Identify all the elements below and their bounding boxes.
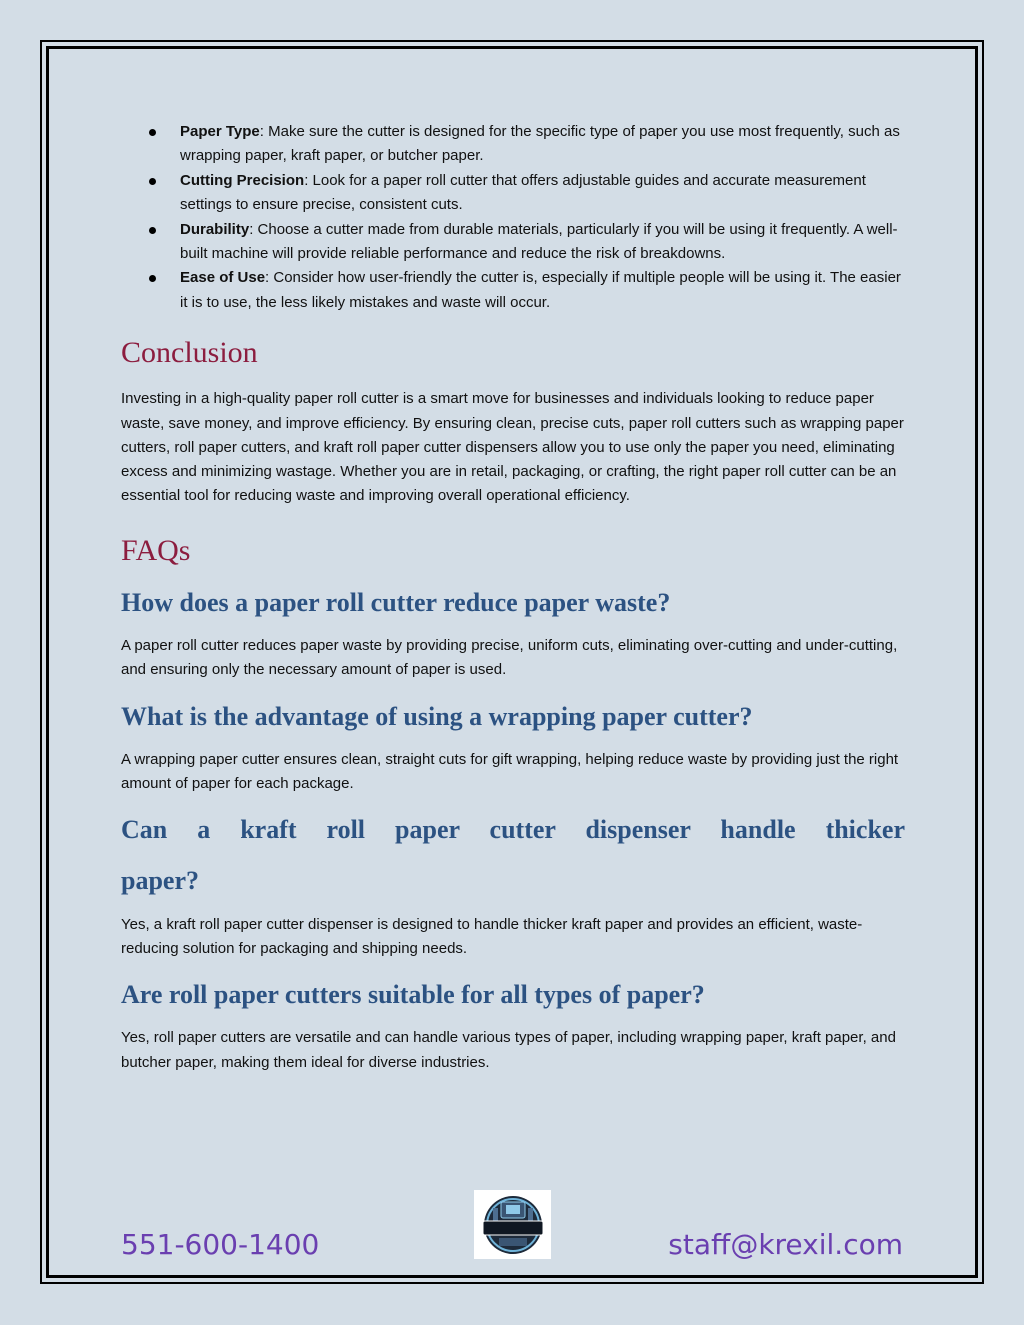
conclusion-heading: Conclusion <box>121 336 258 370</box>
list-item-text: : Look for a paper roll cutter that offers adjustable guides and accurate measurement settings to ensure precise, consistent cuts. <box>180 171 866 214</box>
list-item <box>180 120 905 169</box>
bullet-icon <box>149 178 156 185</box>
list-item-term: Paper Type <box>180 123 260 140</box>
list-item-text: : Make sure the cutter is designed for the specific type of paper you use most frequently, such as wrapping paper, kraft paper, or butcher paper. <box>180 123 900 165</box>
faqs-heading: FAQs <box>121 533 191 567</box>
document-body <box>121 120 905 1075</box>
conclusion-paragraph: Investing in a high-quality paper roll cutter is a smart move for businesses and individuals looking to reduce paper waste, save money, and improve efficiency. By ensuring clean, precise cuts, paper roll cutters such as wrapping paper cutters, roll paper cutters, and kraft roll paper cutter dispensers allow you to use only the paper you need, eliminating excess and minimizing wastage. Whether you are in retail, packaging, or crafting, the right paper roll cutter can be an essential tool for reducing waste and improving overall operational efficiency. <box>121 390 904 505</box>
footer-phone[interactable]: 551-600-1400 <box>121 1228 320 1261</box>
footer-email[interactable]: staff@krexil.com <box>668 1228 903 1261</box>
list-item-term: Ease of Use <box>180 269 266 287</box>
faq-answer: A wrapping paper cutter ensures clean, straight cuts for gift wrapping, helping reduce waste by providing just the right amount of paper for each package. <box>121 750 899 792</box>
list-item <box>180 218 905 267</box>
faq-answer: Yes, a kraft roll paper cutter dispenser is designed to handle thicker kraft paper and provides an efficient, waste-reducing solution for packaging and shipping needs. <box>121 915 863 957</box>
faq-question: How does a paper roll cutter reduce paper waste? <box>121 587 671 617</box>
list-item-text: : Consider how user-friendly the cutter is, especially if multiple people will be using it. The easier it is to use, the less likely mistakes and waste will occur. <box>180 269 901 311</box>
list-item-text: : Choose a cutter made from durable materials, particularly if you will be using it frequently. A well-built machine will provide reliable performance and reduce the risk of breakdowns. <box>180 220 898 263</box>
bullet-icon <box>149 275 156 282</box>
faq-question: What is the advantage of using a wrapping paper cutter? <box>121 701 753 731</box>
bullet-icon <box>149 129 156 136</box>
list-item <box>180 169 905 218</box>
list-item-term: Durability <box>180 220 250 238</box>
logo-badge-icon <box>479 1194 547 1256</box>
krexil-logo <box>474 1190 551 1259</box>
faq-question-continued: paper? <box>121 866 199 896</box>
bullet-icon <box>149 227 156 234</box>
faq-answer: A paper roll cutter reduces paper waste by providing precise, uniform cuts, eliminating over-cutting and under-cutting, and ensuring only the necessary amount of paper is used. <box>121 636 898 679</box>
faq-question: Are roll paper cutters suitable for all types of paper? <box>121 980 705 1010</box>
feature-list <box>121 120 905 315</box>
faq-question: Can a kraft roll paper cutter dispenser handle thicker <box>121 815 905 845</box>
list-item <box>180 266 905 315</box>
faq-answer: Yes, roll paper cutters are versatile and can handle various types of paper, including wrapping paper, kraft paper, and butcher paper, making them ideal for diverse industries. <box>121 1029 896 1071</box>
list-item-term: Cutting Precision <box>180 171 305 189</box>
